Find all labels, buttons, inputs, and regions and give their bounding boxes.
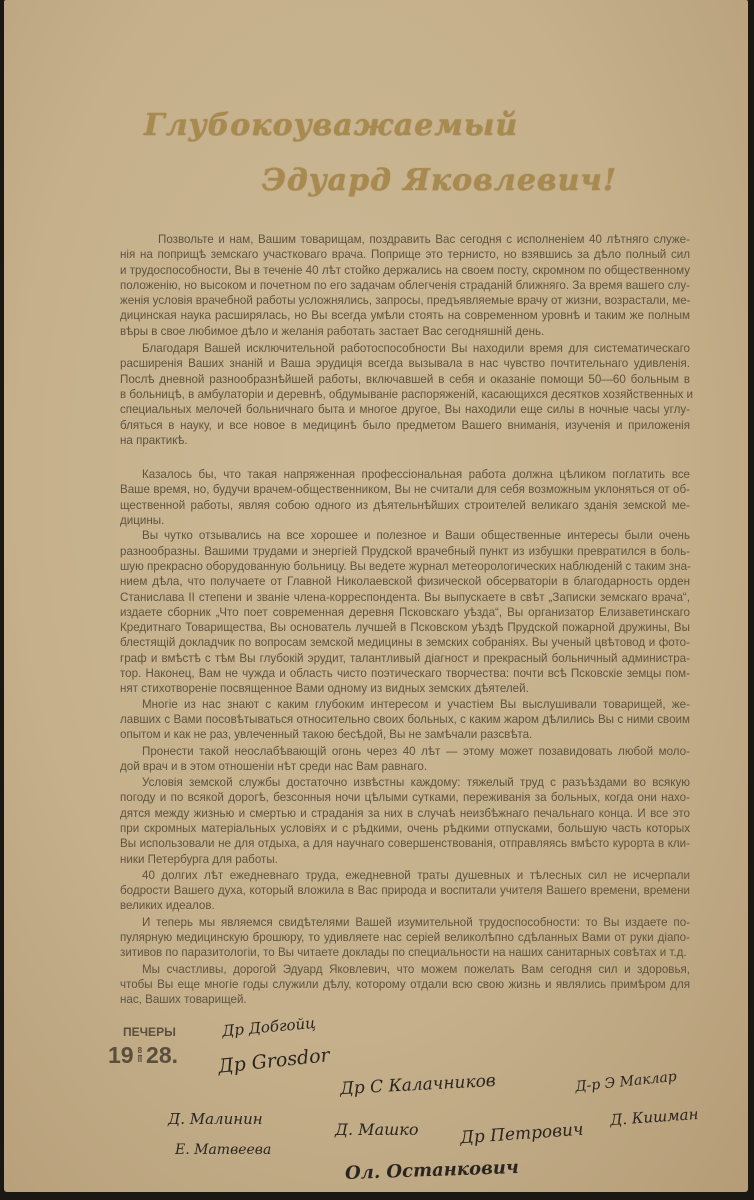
text-line: лавших с Вами посовѣтываться относительно своих больных, с каким жаром дѣлились Вы с ними своим (120, 712, 690, 726)
text-line: 40 долгих лѣт ежедневнаго труда, ежедневной траты душевных и тѣлесных сил не исчерпали (142, 868, 690, 882)
signature: Ол. Останкович (344, 1156, 520, 1185)
signature: Е. Матвеева (175, 1142, 272, 1158)
text-line: Ваше время, но, будучи врачем-общественником, Вы не считали для себя возможным уклоняться от об- (120, 483, 690, 497)
date-day: 8 (137, 1046, 143, 1055)
text-line: щественной работы, являя собою одного из дѣятельнѣйших строителей великаго зданія земской ме- (120, 498, 690, 512)
text-line: Многіе из нас знают с каким глубоким интересом и участіем Вы выслушивали товарищей, же- (142, 697, 690, 711)
text-line: издаете сборник „Что поет современная деревня Псковскаго уѣзда“, Вы организатор Елизаветинскаго (120, 605, 690, 619)
paragraph (120, 962, 690, 1008)
salutation-line-2: Эдуард Яковлевич! (262, 163, 618, 198)
text-line: Условія земской службы достаточно извѣстны каждому: тяжелый труд с разъѣздами во всякую (142, 776, 690, 790)
closing-date (108, 1042, 178, 1069)
text-line: нием дѣла, что получаете от Главной Николаевской физической обсерваторіи в благодарность орден (120, 575, 690, 589)
text-line: Благодаря Вашей исключительной работоспособности Вы находили время для систематическаго (142, 342, 690, 356)
signature: Д-р Э Маклар (574, 1068, 678, 1096)
text-line: и трудоспособности, Вы в теченіе 40 лѣт стойко держались на своем посту, скромном по общественному (120, 263, 690, 277)
text-line: Кредитнаго Товарищества, Вы основатель лучшей в Псковском уѣздѣ Прудской пожарной дружины, Вы (120, 621, 690, 635)
text-line: нят стихотвореніе посвященное Вами одному из видных земских дѣятелей. (120, 682, 529, 696)
text-line: женія условія врачебной работы усложнялись, запросы, предъявляемые врачу от жизни, возрастали, ме- (120, 294, 691, 308)
text-line: тор. Наконец, Вам не чужда и область чисто поэтическаго творчества: почти всѣ Псковскіе земцы пом- (120, 667, 690, 681)
paragraph (120, 467, 690, 528)
signature: Др С Калачников (339, 1070, 497, 1100)
text-line: нас, Ваших товарищей. (120, 993, 247, 1007)
salutation-line-1: Глубокоуважаемый (144, 108, 519, 143)
text-line: зитивов по паразитологіи, то Вы читаете доклады по специальности на наших санитарных совѣтах и т.д. (120, 946, 687, 960)
paragraph (120, 232, 690, 339)
text-line: великих идеалов. (120, 899, 215, 913)
letter-body (120, 232, 694, 1008)
date-year-b: 28. (146, 1042, 179, 1068)
text-line: блестящій докладчик по вопросам земской медицины в земских собраніях. Вы ученый цвѣтовод и фото- (120, 636, 690, 650)
text-line: бляться в науку, и все новое в медицинѣ было предметом Вашего вниманія, изученія и приложенія (120, 418, 690, 432)
text-line: дицины. (120, 514, 165, 528)
text-line: дицинская наука расширялась, но Вы всегда умѣли стоять на современном уровнѣ и таким же полным (120, 309, 690, 323)
text-line: Послѣ дневной разнообразнѣйшей работы, включавшей в себя и оказаніе помощи 50—60 больным в (120, 372, 690, 386)
paragraph (120, 528, 690, 696)
paragraph (120, 775, 690, 867)
text-line: Мы счастливы, дорогой Эдуард Яковлевич, что можем пожелать Вам сегодня сил и здоровья, (142, 962, 690, 976)
text-line: специальных мелочей больничнаго быта и многое другое, Вы находили еще силы в ночные часы углу- (120, 403, 690, 417)
text-line: при скромных матеріальных условіях и с рѣдкими, очень рѣдкими отпусками, большую часть которых (120, 821, 690, 835)
text-line: опытом и как не раз, увлеченный такою бесѣдой, Вы не замѣчали разсвѣта. (120, 728, 533, 742)
signature: Др Петрович (459, 1119, 585, 1149)
text-line: бодрости Вашего духа, который вложила в Вас природа и воспитали учителя Вашего времени, времени (120, 884, 690, 898)
paragraph (120, 868, 690, 914)
text-line: на практикѣ. (120, 433, 188, 447)
text-line: Позвольте и нам, Вашим товарищам, поздравить Вас сегодня с исполненiем 40 лѣтняго служе- (158, 233, 690, 246)
paragraph (120, 744, 690, 775)
text-line: положенію, но высоком и почетном по его задачам облегченія страданій ближняго. За время вашего слу- (120, 278, 690, 292)
text-line: дой врач и в этом отношеніи нѣт среди нас Вам равнаго. (120, 759, 428, 773)
text-line: пулярную медицинскую брошюру, то удивляете нас серіей великолѣпно сдѣланных Вами от руки діапо- (120, 931, 690, 945)
text-line: шую прекрасно оборудованную больницу. Вы ведете журнал метеорологических наблюденій с таким зна- (120, 559, 691, 573)
signature: Д. Кишман (609, 1104, 700, 1130)
text-line: И теперь мы являемся свидѣтелями Вашей изумительной трудоспособности: то Вы издаете по- (142, 915, 690, 929)
signature: Д. Машко (335, 1120, 419, 1139)
paragraph (120, 915, 690, 961)
signature: Др Добгойц (221, 1013, 317, 1041)
text-line: нія на поприщѣ земскаго участковаго врача. Поприще это тернисто, но взявшись за дѣло полный сил (120, 248, 690, 262)
text-line: погоду и по всякой дорогѣ, безсонныя ночи цѣлыми сутками, переживанія за больных, когда они нахо- (120, 791, 690, 805)
text-line: расширенія Ваших знаній и Ваша эрудиція всегда вызывала в нас чувство почтительнаго удивленія. (120, 357, 690, 371)
text-line: ники Петербурга для работы. (120, 852, 278, 866)
text-line: Пронести такой неослабѣвающій огонь через 40 лѣт — этому может позавидовать любой моло- (142, 744, 690, 758)
text-line: в больницѣ, в амбулаторіи и деревнѣ, обдумываніе распоряженій, касающихся десятков хозяйственных и (120, 387, 694, 401)
text-line: разнообразны. Вашими трудами и энергіей Прудской врачебный пункт из избушки превратился в боль- (120, 544, 690, 558)
text-line: граф и вмѣстѣ с тѣм Вы глубокій эрудит, талантливый діагност и прекрасный больничный администра- (120, 651, 690, 665)
text-line: Станислава II степени и званіе члена-корреспондента. Вы выпускаете в свѣт „Записки земскаго врача“, (120, 590, 690, 604)
text-line: чтобы Вы еще многіе годы служили дѣлу, которому отдали всю свою жизнь и являлись примѣром для (120, 977, 690, 991)
paragraph (120, 697, 690, 743)
date-month: II (137, 1055, 143, 1064)
text-line: дятся между жизнью и смертью и страданія за них в случаѣ неизбѣжнаго печальнаго конца. И все это (120, 806, 690, 820)
date-fraction (138, 1047, 142, 1064)
paragraph (120, 341, 694, 448)
text-line: Вы использовали не для отдыха, а для научнаго совершенствованія, отправляясь вмѣсто курорта в кли- (120, 837, 690, 851)
closing-place: ПЕЧЕРЫ (123, 1025, 176, 1039)
signature: Др Grosdor (217, 1044, 331, 1078)
signature: Д. Малинин (168, 1110, 263, 1128)
text-line: Вы чутко отзывались на все хорошее и полезное и Ваши общественные интересы были очень (142, 529, 690, 543)
text-line: Казалось бы, что такая напряженная профессіональная работа должна цѣликом поглатить все (142, 468, 690, 482)
text-line: вѣры в свое любимое дѣло и желанія работать застает Вас сегодняшній день. (120, 324, 545, 338)
date-year-a: 19 (108, 1042, 134, 1068)
